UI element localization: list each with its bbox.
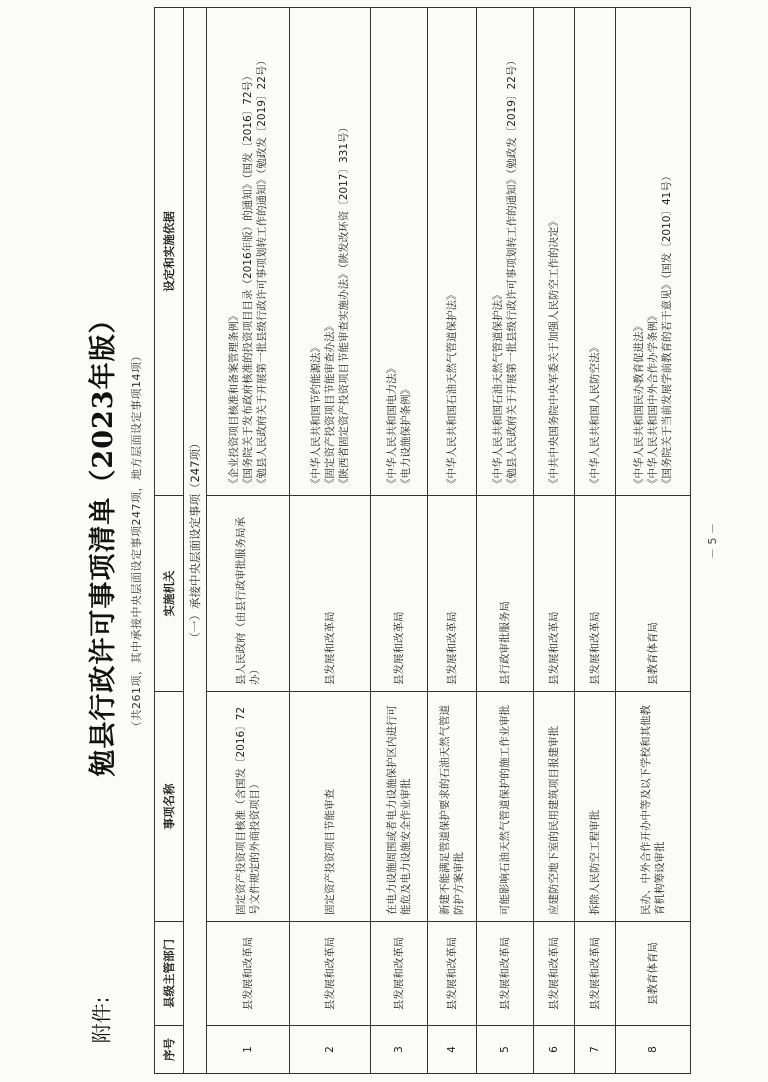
header-basis: 设定和实施依据 (155, 8, 184, 496)
row-basis (428, 8, 477, 496)
basis-line: 《中华人民共和国石油天然气管道保护法》 (492, 289, 504, 489)
row-no: 8 (616, 1026, 691, 1074)
section-title: （一）承接中央层面设定事项（247项） (184, 8, 207, 1074)
basis-line: 《国务院关于当前发展学前教育的若干意见》（国发〔2010〕41号） (661, 170, 673, 489)
table-row (534, 8, 575, 1074)
row-item: 新建不能满足管道保护要求的石油天然气管道防护方案审批 (428, 692, 477, 922)
basis-line: 《中华人民共和国石油天然气管道保护法》 (446, 289, 458, 489)
table-row (371, 8, 428, 1074)
table-row (290, 8, 371, 1074)
basis-line: 《陕西省固定资产投资项目节能审查实施办法》（陕发改环资〔2017〕331号） (338, 121, 350, 489)
row-department: 县发展和改革局 (371, 922, 428, 1026)
row-basis (534, 8, 575, 496)
row-department: 县教育体育局 (616, 922, 691, 1026)
row-basis (616, 8, 691, 496)
row-item: 可能影响石油天然气管道保护的施工作业审批 (477, 692, 534, 922)
basis-line: 《中华人民共和国民办教育促进法》 (633, 321, 645, 489)
table-header-row (155, 8, 184, 1074)
basis-line: 《企业投资项目核准和备案管理条例》 (228, 310, 240, 489)
basis-line: 《电力设施保护条例》 (400, 384, 412, 489)
row-department: 县发展和改革局 (207, 922, 290, 1026)
row-no: 1 (207, 1026, 290, 1074)
row-no: 5 (477, 1026, 534, 1074)
basis-line: 《勉县人民政府关于开展第一批县级行政许可事项划转工作的通知》（勉政发〔2019〕22号） (256, 55, 268, 489)
document-subtitle: （共261项，其中承接中央层面设定事项247项，地方层面设定事项14项） (130, 350, 143, 732)
row-agency: 县发展和改革局 (575, 496, 616, 692)
basis-line: 《中华人民共和国人民防空法》 (589, 342, 601, 489)
row-no: 4 (428, 1026, 477, 1074)
basis-line: 《中华人民共和国电力法》 (386, 363, 398, 489)
document-title: 勉县行政许可事项清单（2023年版） (88, 305, 119, 777)
row-no: 6 (534, 1026, 575, 1074)
row-department: 县发展和改革局 (428, 922, 477, 1026)
row-item: 固定资产投资项目核准（含国发〔2016〕72号文件规定的外商投资项目） (207, 692, 290, 922)
row-item: 固定资产投资项目节能审查 (290, 692, 371, 922)
header-no: 序号 (155, 1026, 184, 1074)
row-basis (575, 8, 616, 496)
basis-line: 《中华人民共和国节约能源法》 (310, 342, 322, 489)
row-department: 县发展和改革局 (290, 922, 371, 1026)
basis-line: 《勉县人民政府关于开展第一批县级行政许可事项划转工作的通知》（勉政发〔2019〕22号） (506, 55, 518, 489)
header-item: 事项名称 (155, 692, 184, 922)
row-no: 2 (290, 1026, 371, 1074)
basis-line: 《国务院关于发布政府核准的投资项目目录（2016年版）的通知》（国发〔2016〕72号） (242, 70, 254, 489)
row-agency: 县发展和改革局 (290, 496, 371, 692)
basis-line: 《固定资产投资项目节能审查办法》 (324, 321, 336, 489)
attachment-label: 附件: (89, 996, 114, 1044)
row-basis (371, 8, 428, 496)
table-row (428, 8, 477, 1074)
row-basis (290, 8, 371, 496)
row-agency: 县人民政府（由县行政审批服务局承办） (207, 496, 290, 692)
row-agency: 县行政审批服务局 (477, 496, 534, 692)
page-number: － 5 － (706, 523, 719, 559)
row-basis (207, 8, 290, 496)
header-agency: 实施机关 (155, 496, 184, 692)
basis-line: 《中华人民共和国中外合作办学条例》 (647, 310, 659, 489)
row-no: 7 (575, 1026, 616, 1074)
row-basis (477, 8, 534, 496)
row-department: 县发展和改革局 (477, 922, 534, 1026)
row-item: 应建防空地下室的民用建筑项目报建审批 (534, 692, 575, 922)
row-agency: 县发展和改革局 (534, 496, 575, 692)
row-item: 在电力设施周围或者电力设施保护区内进行可能危及电力设施安全作业审批 (371, 692, 428, 922)
row-agency: 县发展和改革局 (371, 496, 428, 692)
header-department: 县级主管部门 (155, 922, 184, 1026)
row-no: 3 (371, 1026, 428, 1074)
table-row (616, 8, 691, 1074)
table-row (477, 8, 534, 1074)
row-department: 县发展和改革局 (575, 922, 616, 1026)
row-agency: 县发展和改革局 (428, 496, 477, 692)
row-item: 民办、中外合作开办中等及以下学校和其他教育机构筹设审批 (616, 692, 691, 922)
row-agency: 县教育体育局 (616, 496, 691, 692)
row-department: 县发展和改革局 (534, 922, 575, 1026)
table-row (207, 8, 290, 1074)
permit-list-table (154, 7, 691, 1074)
section-row (184, 8, 207, 1074)
row-item: 拆除人民防空工程审批 (575, 692, 616, 922)
table-row (575, 8, 616, 1074)
basis-line: 《中共中央国务院中央军委关于加强人民防空工作的决定》 (548, 216, 560, 489)
